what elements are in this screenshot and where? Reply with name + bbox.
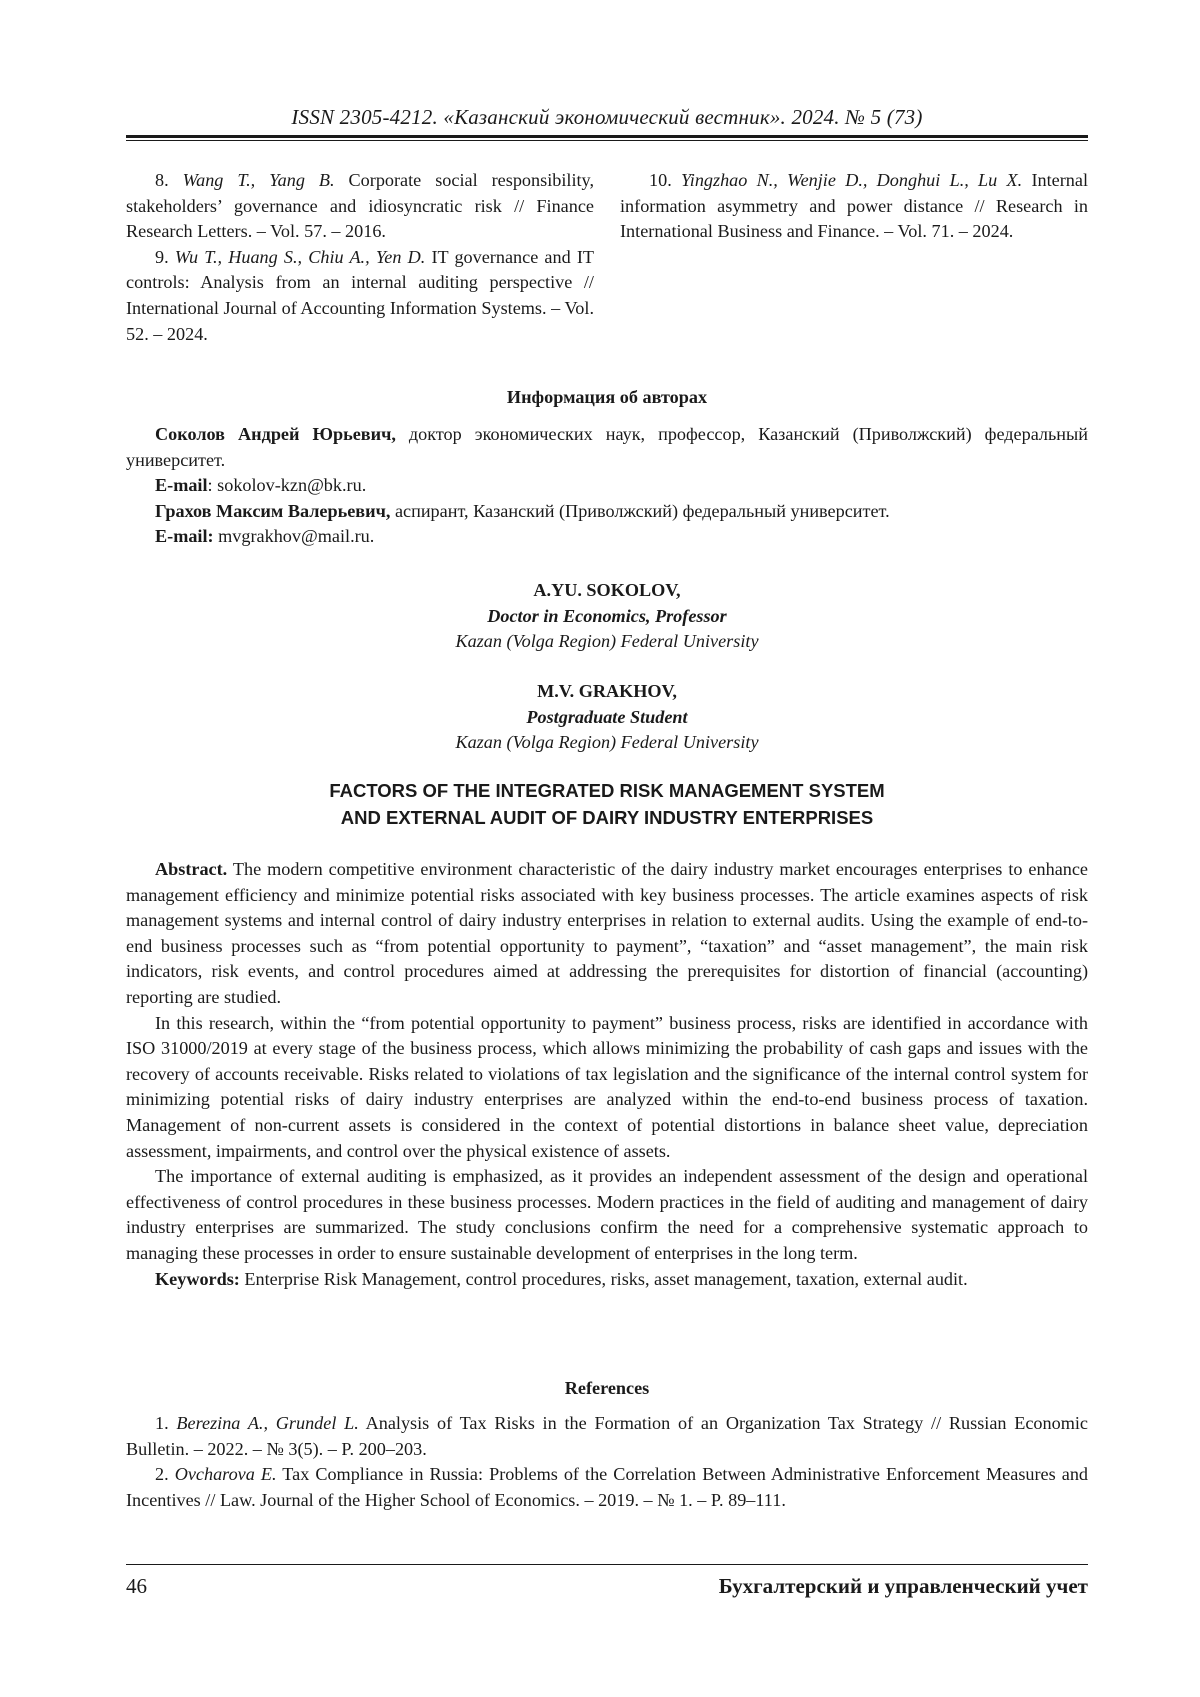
abstract-paragraph-3: The importance of external auditing is emphasized, as it provides an independent assessment of the design and operational effectiveness of control procedures in these business processes. Modern practices in the field of auditing and management of dairy industry enterprises are summarized. The study conclusions confirm the need for a comprehensive systematic approach to managing these processes in order to ensure sustainable development of enterprises in the long term. xyxy=(126,1166,1088,1263)
ref-column-left xyxy=(126,168,594,347)
ref-column-right xyxy=(620,168,1088,347)
abstract xyxy=(126,857,1088,1292)
ref-authors: Yingzhao N., Wenjie D., Donghui L., Lu X. xyxy=(681,170,1023,190)
reference-item: 1. Berezina A., Grundel L. Analysis of Tax Risks in the Formation of an Organization Tax Strategy // Russian Economic Bulletin. – 2022. – № 3(5). – P. 200–203. xyxy=(126,1413,1088,1459)
article-title: FACTORS OF THE INTEGRATED RISK MANAGEMENT SYSTEM AND EXTERNAL AUDIT OF DAIRY INDUSTRY ENTERPRISES xyxy=(329,780,885,828)
header-rule-thick xyxy=(126,135,1088,138)
references-list xyxy=(126,1411,1088,1513)
ref-item-8: 8. Wang T., Yang B. Corporate social responsibility, stakeholders’ governance and idiosyncratic risk // Finance Research Letters. – Vol. 57. – 2016. xyxy=(126,170,595,242)
abstract-paragraph-1: Abstract. The modern competitive environment characteristic of the dairy industry market encourages enterprises to enhance management efficiency and minimize potential risks associated with key business processes. The article examines aspects of risk management systems and internal control of dairy industry enterprises in relation to external audits. Using the example of end-to-end business processes such as “from potential opportunity to payment”, “taxation” and “asset management”, the main risk indicators, risk events, and control procedures aimed at addressing the prerequisites for distortion of financial (accounting) reporting are studied. xyxy=(126,859,1089,1007)
ref-item-9: 9. Wu T., Huang S., Chiu A., Yen D. IT governance and IT controls: Analysis from an internal auditing perspective // International Journal of Accounting Information Systems. – Vol. 52. – 2024. xyxy=(126,246,595,344)
ref-authors: Wang T., Yang B. xyxy=(182,170,335,190)
header-rule-thin xyxy=(126,140,1088,141)
author-1-email: E-mail: sokolov-kzn@bk.ru. xyxy=(155,475,367,496)
running-header: ISSN 2305-4212. «Казанский экономический вестник». 2024. № 5 (73) xyxy=(291,105,923,129)
ref-authors: Berezina A., Grundel L. xyxy=(176,1413,359,1433)
ref-authors: Ovcharova E. xyxy=(174,1464,277,1485)
reference-item: 2. Ovcharova E. Tax Compliance in Russia: Problems of the Correlation Between Administrative Enforcement Measures and Incentives // Law. Journal of the Higher School of Economics. – 2019. – № 1. – P. 89–111. xyxy=(126,1464,1089,1510)
ref-authors: Wu T., Huang S., Chiu A., Yen D. xyxy=(174,246,426,267)
journal-section: Бухгалтерский и управленческий учет xyxy=(718,1574,1088,1598)
author-1-info: Соколов Андрей Юрьевич, доктор экономических наук, профессор, Казанский (Приволжский) федеральный университет. xyxy=(126,424,1088,470)
ref-item-10: 10. Yingzhao N., Wenjie D., Donghui L., Lu X. Internal information asymmetry and power distance // Research in International Business and Finance. – Vol. 71. – 2024. xyxy=(620,170,1089,242)
footer-rule xyxy=(126,1564,1088,1565)
authors-info-heading: Информация об авторах xyxy=(506,387,708,407)
references-heading: References xyxy=(564,1378,650,1398)
keywords: Keywords: Enterprise Risk Management, control procedures, risks, asset management, taxation, external audit. xyxy=(155,1268,968,1289)
previous-references xyxy=(126,168,1088,347)
author-2-info: Грахов Максим Валерьевич, аспирант, Казанский (Приволжский) федеральный университет. xyxy=(155,500,890,521)
author-2-en: M.V. GRAKHOV, Postgraduate Student Kazan (Volga Region) Federal University xyxy=(455,681,759,753)
abstract-paragraph-2: In this research, within the “from potential opportunity to payment” business process, risks are identified in accordance with ISO 31000/2019 at every stage of the business process, which allows minimizing the probability of cash gaps and issues with the recovery of accounts receivable. Risks related to violations of tax legislation and the significance of the internal control system for minimizing potential risks of dairy industry enterprises are analyzed within the end-to-end business process of taxation. Management of non-current assets is considered in the context of potential distortions in balance sheet value, depreciation assessment, impairments, and control over the physical existence of assets. xyxy=(126,1012,1088,1161)
author-2-email: E-mail: mvgrakhov@mail.ru. xyxy=(155,526,375,547)
authors-info-ru xyxy=(126,422,1088,550)
author-1-en: A.YU. SOKOLOV, Doctor in Economics, Professor Kazan (Volga Region) Federal University xyxy=(455,580,759,652)
page-number: 46 xyxy=(126,1574,147,1598)
